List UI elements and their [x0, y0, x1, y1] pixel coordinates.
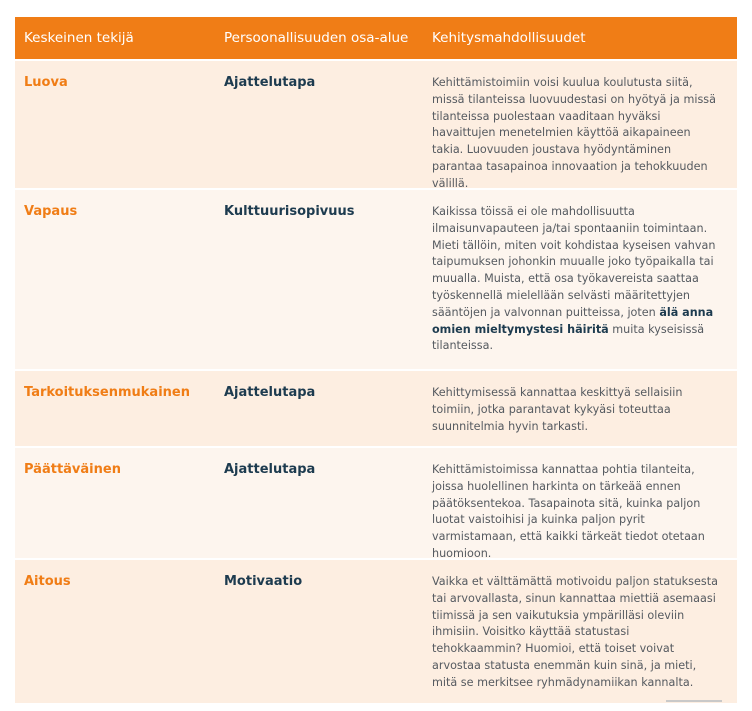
key-factor: Päättäväinen [24, 462, 121, 477]
key-factor: Tarkoituksenmukainen [24, 385, 190, 400]
divider-line [666, 700, 722, 702]
table-row [15, 558, 737, 703]
development-text-emphasis: älä anna omien mieltymystesi häiritä [432, 305, 714, 336]
header-key-factor: Keskeinen tekijä [24, 30, 134, 46]
key-factor: Vapaus [24, 204, 78, 219]
key-factor: Aitous [24, 574, 71, 589]
table-row [15, 59, 737, 188]
development-text [423, 204, 737, 357]
personality-area: Kulttuurisopivuus [224, 204, 355, 219]
personality-area: Motivaatio [224, 574, 303, 589]
header-development-opportunities: Kehitysmahdollisuudet [432, 30, 586, 46]
header-personality-area: Persoonallisuuden osa-alue [224, 30, 409, 46]
development-table [15, 17, 737, 703]
personality-area: Ajattelutapa [224, 462, 316, 477]
personality-area: Ajattelutapa [224, 75, 316, 90]
key-factor: Luova [24, 75, 68, 90]
development-text: Kehittämistoimiin voisi kuulua koulutusta siitä, missä tilanteissa luovuudestasi on hyötyä ja missä tilanteissa puolestaan vaaditaan hyväksi havaittujen menetelmien käyttöä aikapaineen takia. Luovuuden joustava hyödyntäminen parantaa tasapainoa innovaation ja tehokkuuden välillä. [432, 76, 716, 190]
development-text: Vaikka et välttämättä motivoidu paljon statuksesta tai arvovallasta, sinun kannattaa miettiä asemaasi tiimissä ja sen vaikutuksia ympärilläsi oleviin ihmisiin. Voisitko käyttää statustasi tehokkaammin? Huomioi, että toiset voivat arvostaa statusta enemmän kuin sinä, ja mieti, mitä se merkitsee ryhmädynamiikan kannalta. [432, 575, 718, 689]
table-row [15, 188, 737, 369]
development-text-end: muita kyseisissä tilanteissa. [432, 322, 705, 353]
table-row [15, 446, 737, 558]
personality-area: Ajattelutapa [224, 385, 316, 400]
table-row [15, 369, 737, 446]
development-text: Kehittymisessä kannattaa keskittyä sellaisiin toimiin, jotka parantavat kykyäsi toteuttaa suunnitelmia hyvin tarkasti. [432, 386, 683, 433]
table-header [15, 17, 737, 59]
development-text-start: Kaikissa töissä ei ole mahdollisuutta ilmaisunvapauteen ja/tai spontaaniin toimintaan. Mieti tällöin, miten voit kohdistaa kyseisen vahvan taipumuksen johonkin muualle joko työpaikalla tai muualla. Muista, että osa työkavereista saattaa työskennellä mielellään selvästi määritettyjen sääntöjen ja valvonnan puitteissa, joten [432, 205, 716, 319]
development-text: Kehittämistoimissa kannattaa pohtia tilanteita, joissa huolellinen harkinta on tärkeää ennen päätöksentekoa. Tasapainota sitä, kuinka paljon luotat vaistoihisi ja kuinka paljon pyrit varmistamaan, että kaikki tärkeät tiedot otetaan huomioon. [432, 463, 705, 560]
